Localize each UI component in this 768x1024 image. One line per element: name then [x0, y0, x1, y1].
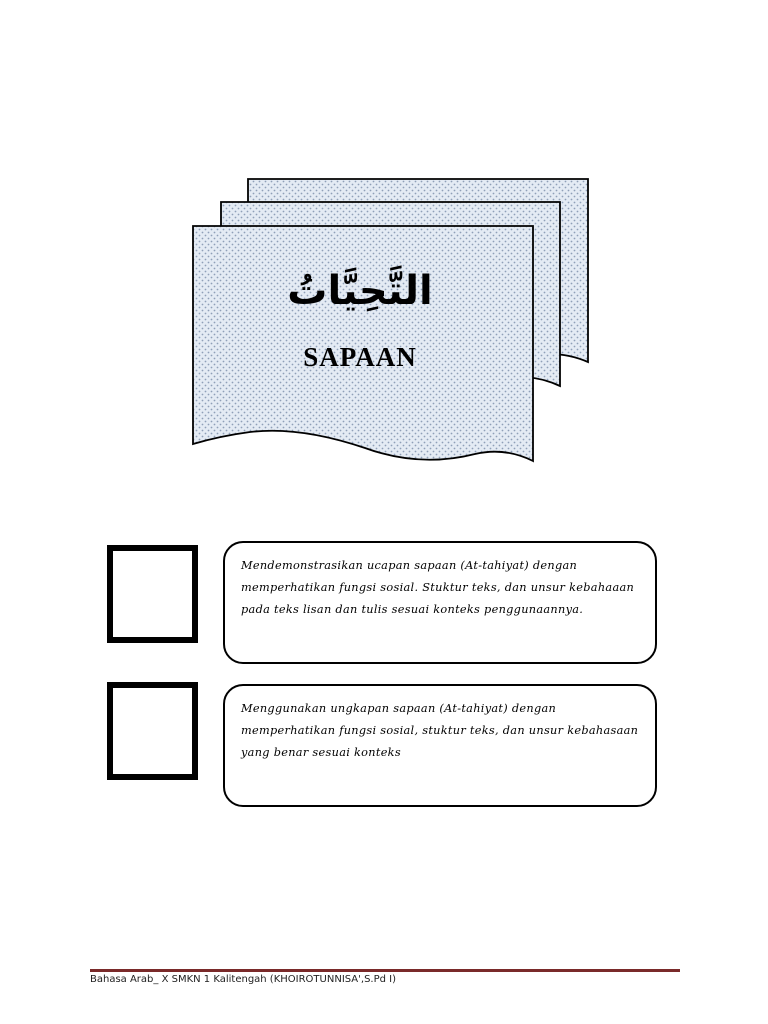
cover-title: SAPAAN [303, 342, 417, 372]
objective-checkbox-2[interactable] [107, 682, 198, 780]
objective-box-2 [223, 684, 657, 807]
objective-checkbox-1[interactable] [107, 545, 198, 643]
objective-box-1 [223, 541, 657, 664]
objective-text-2: Menggunakan ungkapan sapaan (At-tahiyat) dengan memperhatikan fungsi sosial, stuktur teks, dan unsur kebahasaan yang benar sesuai konteks [241, 702, 639, 759]
footer-rule [90, 969, 680, 972]
objective-text-1: Mendemonstrasikan ucapan sapaan (At-tahiyat) dengan memperhatikan fungsi sosial. Stuktur teks, dan unsur kebahaaan pada teks lisan dan tulis sesuai konteks penggunaannya. [241, 559, 635, 616]
arabic-title: التَّحِيَّاتُ [287, 268, 433, 314]
footer-text: Bahasa Arab_ X SMKN 1 Kalitengah (KHOIROTUNNISA',S.Pd I) [90, 974, 397, 985]
